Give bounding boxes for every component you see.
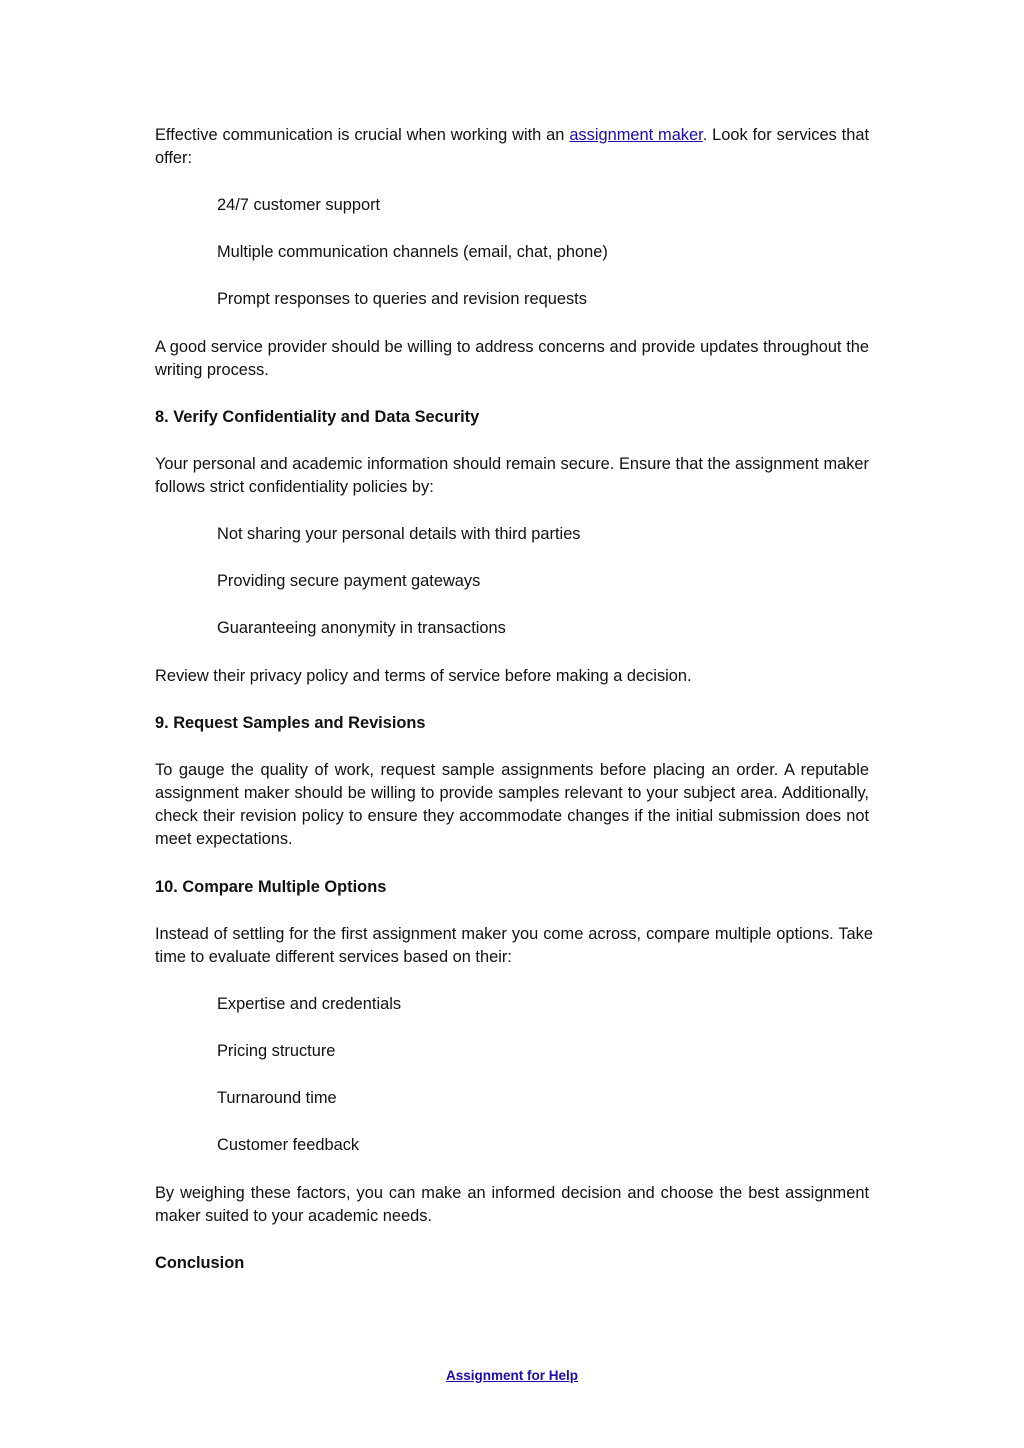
list-item: Pricing structure	[217, 1042, 336, 1060]
section-8-paragraph: Your personal and academic information should remain secure. Ensure that the assignment maker follows strict confidentiality policies by:	[155, 455, 869, 496]
section-9-heading: 9. Request Samples and Revisions	[155, 714, 426, 732]
list-item: Not sharing your personal details with third parties	[217, 525, 581, 543]
section-10-heading: 10. Compare Multiple Options	[155, 878, 387, 896]
list-item: 24/7 customer support	[217, 196, 381, 214]
list-item: Turnaround time	[217, 1089, 337, 1107]
list-item: Multiple communication channels (email, chat, phone)	[217, 243, 608, 261]
communication-closing-paragraph: A good service provider should be willing to address concerns and provide updates throughout the writing process.	[155, 338, 869, 379]
section-8-heading: 8. Verify Confidentiality and Data Security	[155, 408, 480, 426]
list-item: Prompt responses to queries and revision requests	[217, 290, 587, 308]
list-item: Guaranteeing anonymity in transactions	[217, 619, 506, 637]
footer-link[interactable]: Assignment for Help	[445, 1368, 578, 1383]
section-10-closing-paragraph: By weighing these factors, you can make an informed decision and choose the best assignment maker suited to your academic needs.	[155, 1184, 869, 1225]
section-10-paragraph: Instead of settling for the first assignment maker you come across, compare multiple options. Take time to evaluate different services based on their:	[155, 925, 873, 966]
section-8-closing-paragraph: Review their privacy policy and terms of service before making a decision.	[155, 667, 692, 685]
list-item: Providing secure payment gateways	[217, 572, 481, 590]
list-item: Expertise and credentials	[217, 995, 402, 1013]
intro-text-before: Effective communication is crucial when working with an	[155, 126, 570, 144]
assignment-maker-link[interactable]: assignment maker	[569, 126, 703, 144]
intro-paragraph	[155, 124, 869, 170]
intro-text-after: . Look for services that offer:	[155, 126, 869, 167]
conclusion-heading: Conclusion	[155, 1254, 245, 1272]
list-item: Customer feedback	[217, 1136, 360, 1154]
section-9-paragraph: To gauge the quality of work, request sample assignments before placing an order. A reputable assignment maker should be willing to provide samples relevant to your subject area. Additionally, check their revision policy to ensure they accommodate changes if the initial submission does not meet expectations.	[155, 761, 869, 848]
page-footer	[0, 1366, 1024, 1386]
